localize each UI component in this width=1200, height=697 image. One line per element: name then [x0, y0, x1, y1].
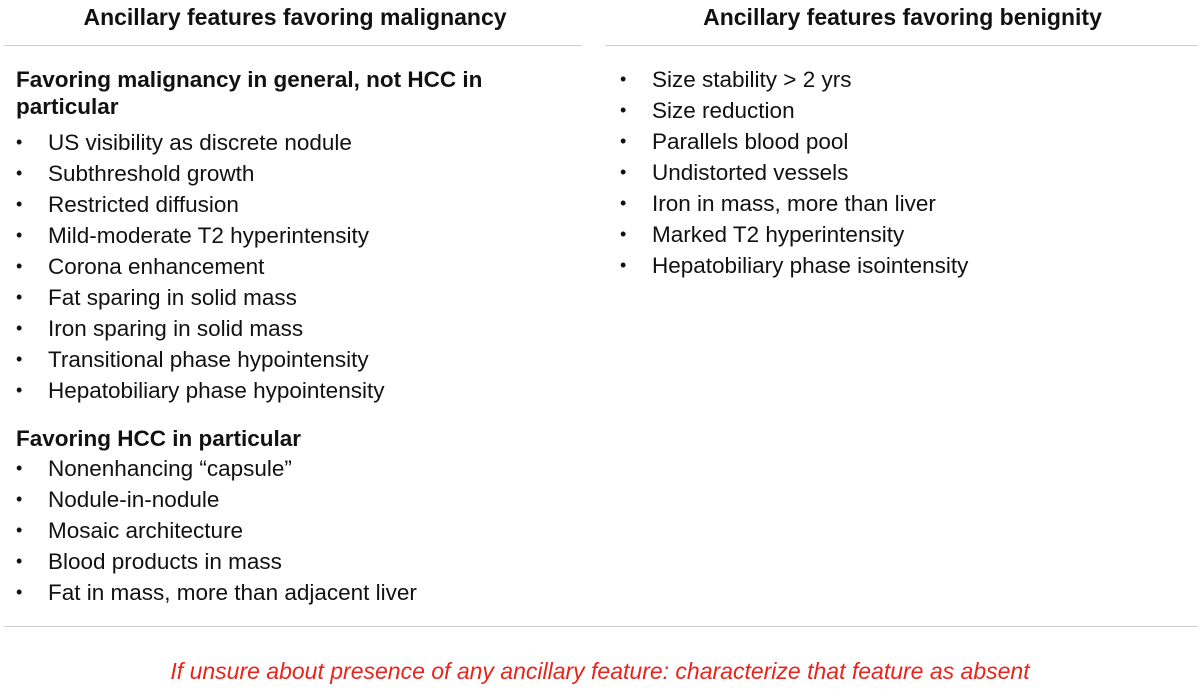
list-item: • Nodule-in-nodule — [16, 484, 417, 515]
left-header-divider — [4, 45, 582, 46]
benignity-features-list — [620, 64, 968, 281]
list-item: • US visibility as discrete nodule — [16, 127, 384, 158]
list-item: • Transitional phase hypointensity — [16, 344, 384, 375]
hcc-section-title: Favoring HCC in particular — [16, 426, 302, 451]
list-item: • Parallels blood pool — [620, 126, 968, 157]
list-item: • Subthreshold growth — [16, 158, 384, 189]
malignancy-general-section-title: Favoring malignancy in general, not HCC in particular — [16, 67, 483, 119]
list-item: • Iron sparing in solid mass — [16, 313, 384, 344]
malignancy-general-list — [16, 127, 384, 406]
list-item: • Size stability > 2 yrs — [620, 64, 968, 95]
list-item: • Marked T2 hyperintensity — [620, 219, 968, 250]
list-item: • Undistorted vessels — [620, 157, 968, 188]
hcc-features-list — [16, 453, 417, 608]
footer-divider — [4, 626, 1198, 627]
list-item: • Fat in mass, more than adjacent liver — [16, 577, 417, 608]
list-item: • Hepatobiliary phase hypointensity — [16, 375, 384, 406]
list-item: • Restricted diffusion — [16, 189, 384, 220]
malignancy-column-header: Ancillary features favoring malignancy — [83, 4, 507, 30]
footer-note: If unsure about presence of any ancillary feature: characterize that feature as absent — [170, 658, 1030, 684]
list-item: • Size reduction — [620, 95, 968, 126]
list-item: • Nonenhancing “capsule” — [16, 453, 417, 484]
list-item: • Hepatobiliary phase isointensity — [620, 250, 968, 281]
benignity-column-header: Ancillary features favoring benignity — [703, 4, 1102, 30]
list-item: • Iron in mass, more than liver — [620, 188, 968, 219]
list-item: • Fat sparing in solid mass — [16, 282, 384, 313]
list-item: • Mosaic architecture — [16, 515, 417, 546]
list-item: • Corona enhancement — [16, 251, 384, 282]
list-item: • Mild-moderate T2 hyperintensity — [16, 220, 384, 251]
list-item: • Blood products in mass — [16, 546, 417, 577]
right-header-divider — [606, 45, 1198, 46]
